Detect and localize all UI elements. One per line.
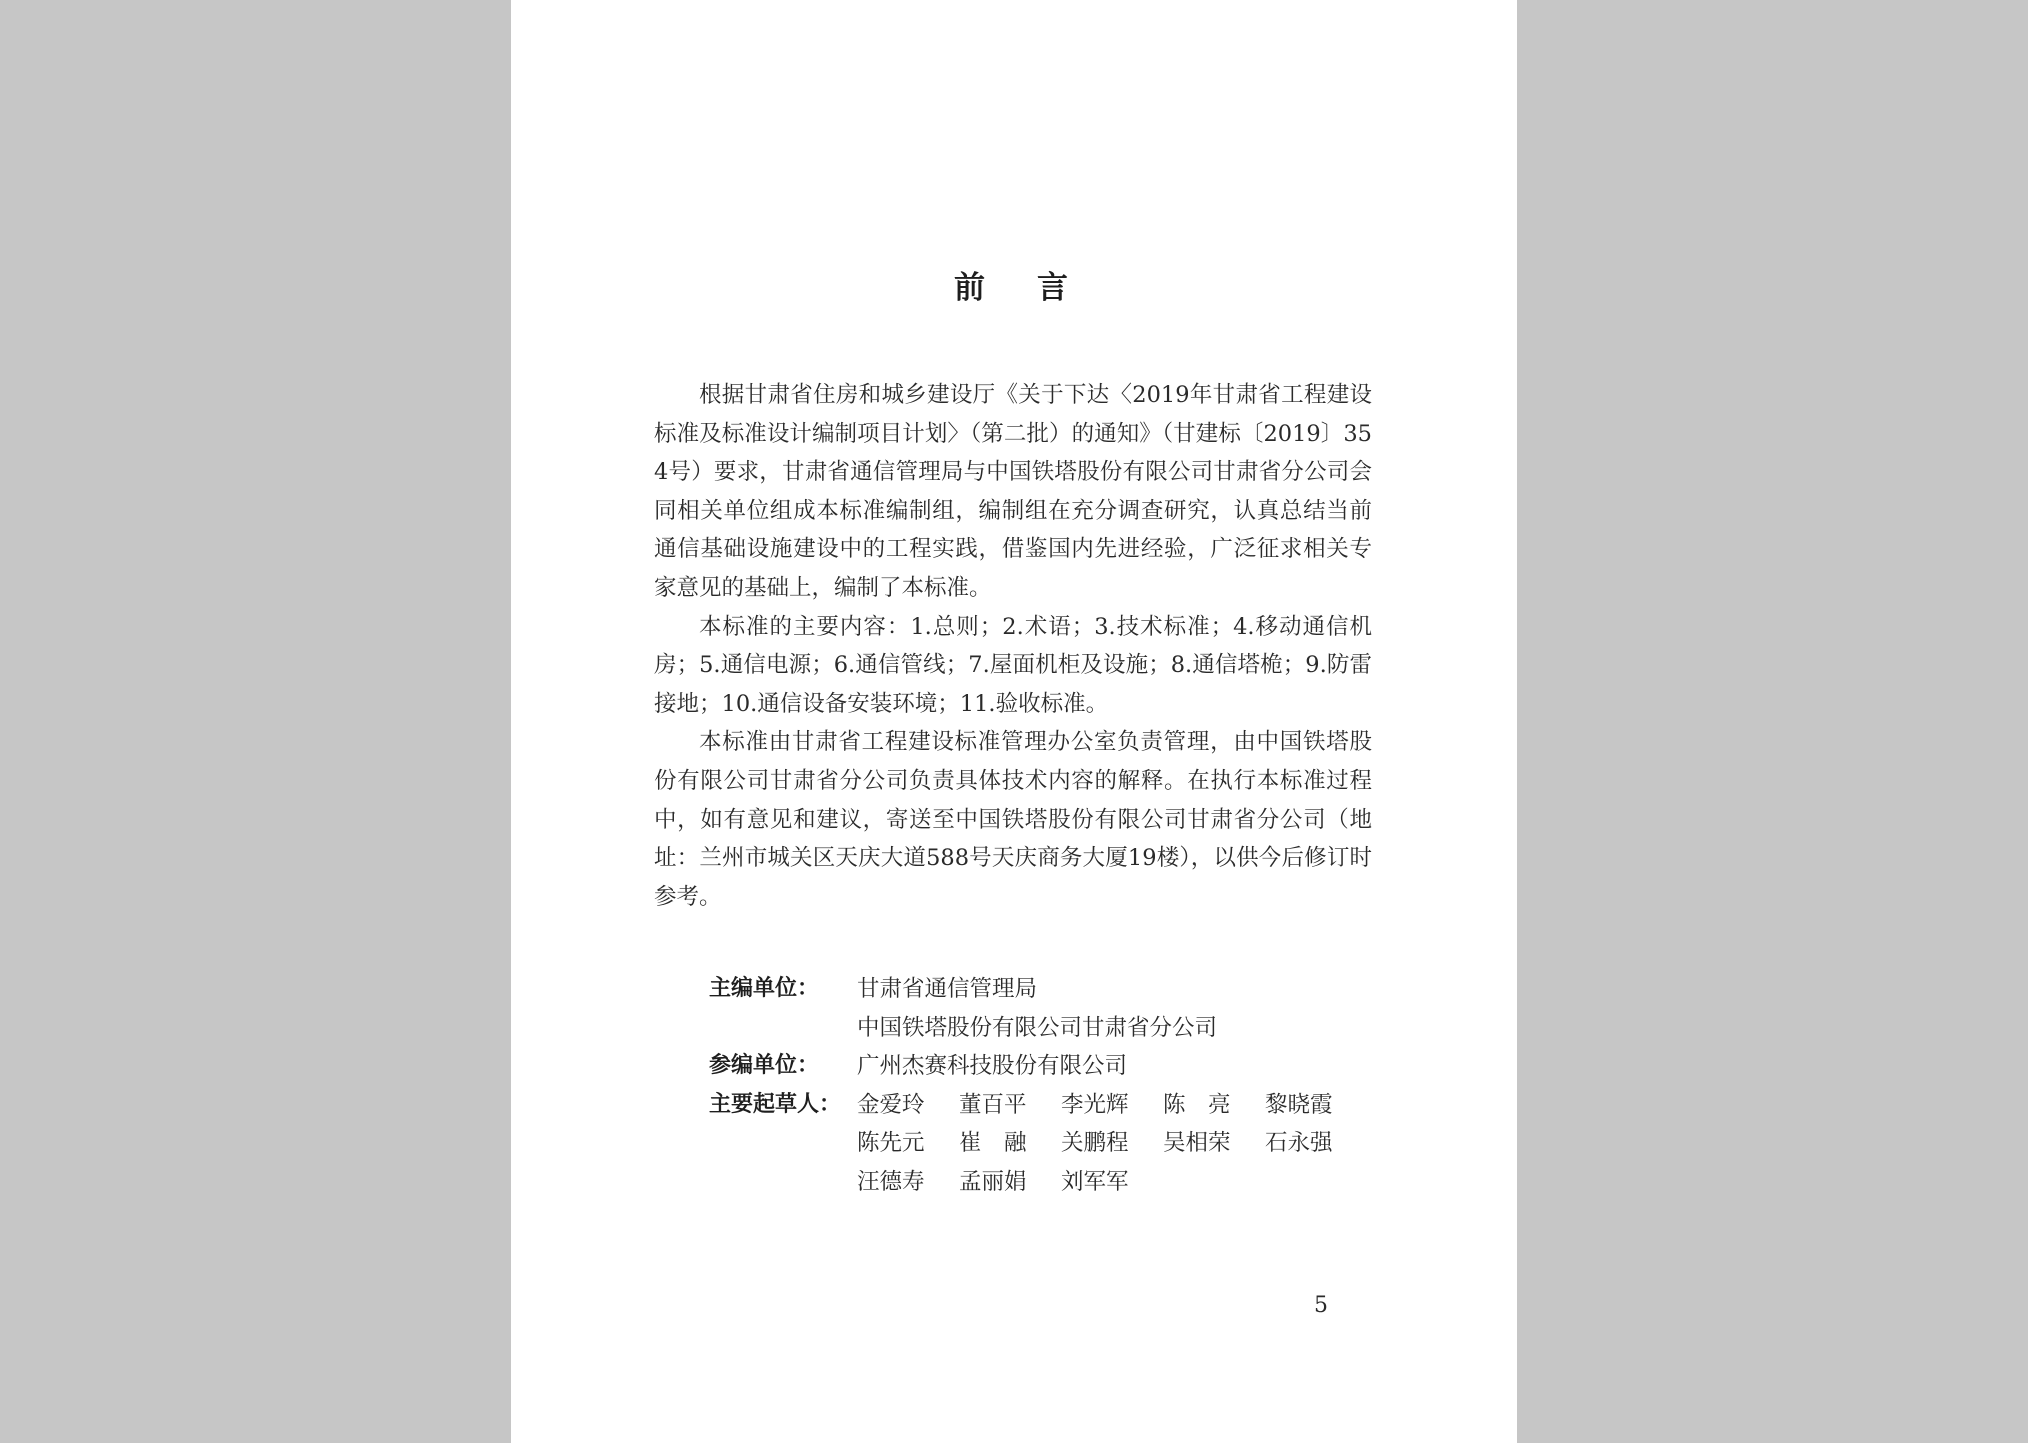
chief-editor-unit: 甘肃省通信管理局 [857,976,1038,1002]
chief-editor-label: 主编单位： [709,976,820,1001]
drafter-name: 刘军军 [1061,1168,1129,1195]
participant-label: 参编单位： [709,1053,820,1079]
preface-body [654,376,1372,916]
chief-editor-units [857,970,1217,1047]
document-page [511,0,1517,1443]
participant-row [709,1047,1367,1086]
drafters-list [857,1086,1367,1202]
drafter-name: 陈先元 [857,1130,925,1157]
preface-paragraph-3: 本标准由甘肃省工程建设标准管理办公室负责管理，由中国铁塔股份有限公司甘肃省分公司负责具体技术内容的解释。在执行本标准过程中，如有意见和建议，寄送至中国铁塔股份有限公司甘肃省分公司（地址：兰州市城关区天庆大道588号天庆商务大厦19楼），以供今后修订时参考。 [654,729,1372,910]
drafters-label: 主要起草人： [709,1091,842,1117]
drafter-name: 董百平 [959,1091,1027,1118]
chief-editor-row [709,970,1367,1047]
drafter-name: 崔 融 [959,1130,1027,1157]
drafter-name: 李光辉 [1061,1091,1129,1118]
title-char-1: 前 [954,270,991,306]
preface-paragraph-2: 本标准的主要内容：1.总则；2.术语；3.技术标准；4.移动通信机房；5.通信电源；6.通信管线；7.屋面机柜及设施；8.通信塔桅；9.防雷接地；10.通信设备安装环境；11.验收标准。 [654,613,1372,717]
chief-editor-unit: 中国铁塔股份有限公司甘肃省分公司 [857,1014,1218,1041]
drafter-name: 吴相荣 [1163,1130,1231,1157]
drafters-row [709,1086,1367,1202]
preface-paragraph-1: 根据甘肃省住房和城乡建设厅《关于下达〈2019年甘肃省工程建设标准及标准设计编制项目计划〉（第二批）的通知》（甘建标〔2019〕354号）要求，甘肃省通信管理局与中国铁塔股份有限公司甘肃省分公司会同相关单位组成本标准编制组，编制组在充分调查研究，认真总结当前通信基础设施建设中的工程实践，借鉴国内先进经验，广泛征求相关专家意见的基础上，编制了本标准。 [654,382,1372,601]
credits-block [709,970,1367,1202]
title-char-2: 言 [1037,270,1074,306]
drafter-name: 陈 亮 [1163,1091,1231,1118]
drafter-name: 金爱玲 [857,1091,925,1118]
page-number: 5 [1314,1293,1328,1318]
participant-units [857,1047,1127,1086]
drafter-name: 汪德寿 [857,1168,925,1195]
drafter-name: 黎晓霞 [1265,1091,1333,1118]
drafter-name: 孟丽娟 [959,1168,1027,1195]
page-title [511,262,1517,307]
drafter-name: 石永强 [1265,1130,1333,1157]
participant-unit: 广州杰赛科技股份有限公司 [857,1053,1128,1080]
drafter-name: 关鹏程 [1061,1130,1129,1157]
